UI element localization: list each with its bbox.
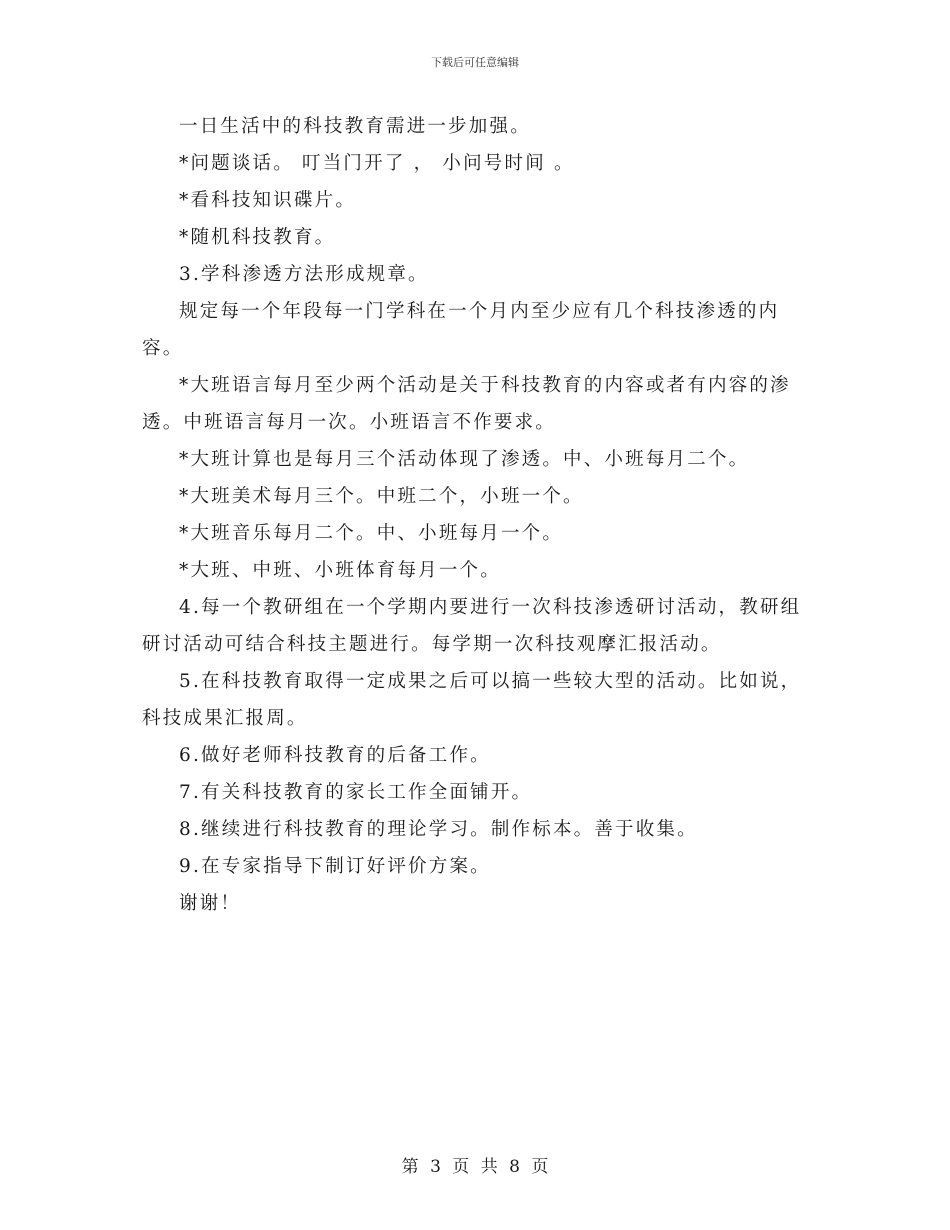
- paragraph: 3.学科渗透方法形成规章。: [179, 264, 429, 285]
- document-body: [142, 108, 812, 922]
- paragraph: *问题谈话。 叮当门开了 ， 小问号时间 。: [179, 153, 575, 174]
- page-number: 第 3 页 共 8 页: [401, 1157, 549, 1177]
- paragraph: 8.继续进行科技教育的理论学习。制作标本。善于收集。: [179, 819, 698, 840]
- paragraph: 一日生活中的科技教育需进一步加强。: [179, 116, 531, 137]
- closing-line: 谢谢！: [179, 893, 242, 914]
- paragraph: 9.在专家指导下制订好评价方案。: [179, 856, 491, 877]
- paragraph: 5.在科技教育取得一定成果之后可以搞一些较大型的活动。比如说，科技成果汇报周。: [142, 671, 802, 729]
- paragraph: *大班美术每月三个。中班二个，小班一个。: [179, 486, 584, 507]
- paragraph: *大班音乐每月二个。中、小班每月一个。: [179, 523, 564, 544]
- paragraph: *随机科技教育。: [179, 227, 336, 248]
- paragraph: *大班语言每月至少两个活动是关于科技教育的内容或者有内容的渗透。中班语言每月一次。小班语言不作要求。: [142, 375, 791, 433]
- page-header: 下载后可任意编辑: [431, 56, 519, 69]
- paragraph: 规定每一个年段每一门学科在一个月内至少应有几个科技渗透的内容。: [142, 301, 780, 359]
- paragraph: *大班、中班、小班体育每月一个。: [179, 560, 501, 581]
- paragraph: *大班计算也是每月三个活动体现了渗透。中、小班每月二个。: [179, 449, 750, 470]
- paragraph: *看科技知识碟片。: [179, 190, 357, 211]
- paragraph: 7.有关科技教育的家长工作全面铺开。: [179, 782, 533, 803]
- paragraph: 4.每一个教研组在一个学期内要进行一次科技渗透研讨活动，教研组研讨活动可结合科技主题进行。每学期一次科技观摩汇报活动。: [142, 597, 802, 655]
- paragraph: 6.做好老师科技教育的后备工作。: [179, 745, 491, 766]
